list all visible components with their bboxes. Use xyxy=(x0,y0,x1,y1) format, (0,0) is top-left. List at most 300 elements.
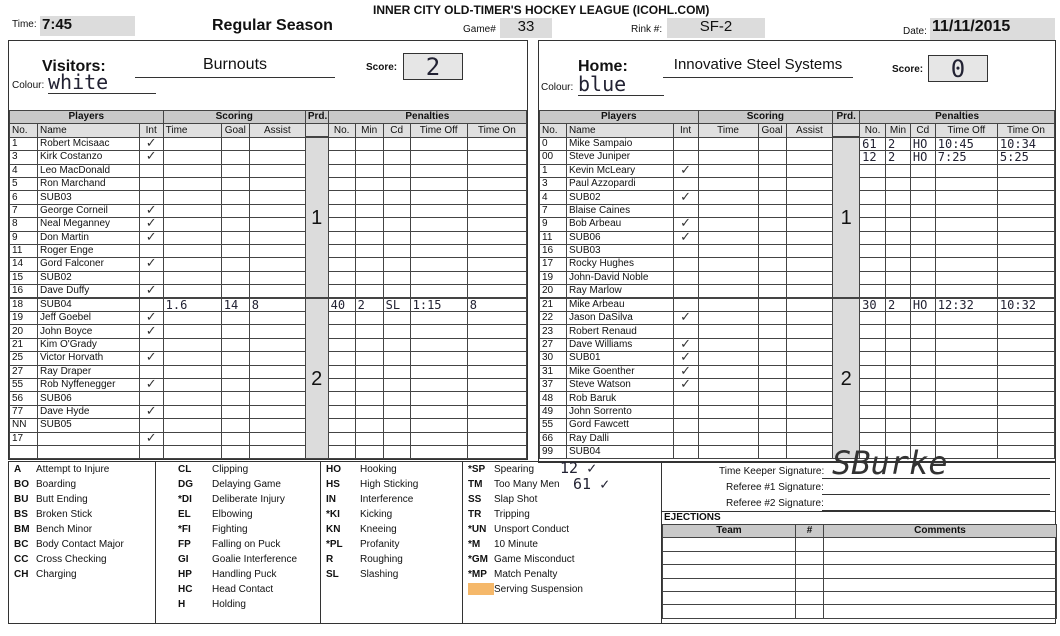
penalty-no[interactable] xyxy=(860,392,886,405)
penalty-off[interactable] xyxy=(410,177,467,190)
rink-value[interactable]: SF-2 xyxy=(667,18,765,38)
scoring-assist[interactable] xyxy=(786,285,833,299)
scoring-assist[interactable] xyxy=(786,419,833,432)
penalty-off[interactable] xyxy=(410,137,467,150)
penalty-min[interactable] xyxy=(886,271,911,284)
penalty-on[interactable] xyxy=(997,445,1054,458)
player-int-check[interactable] xyxy=(673,204,698,217)
penalty-off[interactable] xyxy=(410,338,467,351)
player-name[interactable]: SUB05 xyxy=(38,419,140,432)
penalty-on[interactable] xyxy=(997,204,1054,217)
player-number[interactable]: 18 xyxy=(10,298,38,312)
scoring-time[interactable] xyxy=(698,218,758,231)
penalty-no[interactable] xyxy=(860,325,886,338)
scoring-goal[interactable] xyxy=(758,392,786,405)
player-int-check[interactable]: ✓ xyxy=(139,231,163,244)
player-int-check[interactable]: ✓ xyxy=(139,405,163,418)
scoring-goal[interactable] xyxy=(758,405,786,418)
player-number[interactable]: 9 xyxy=(10,231,38,244)
player-number[interactable]: 11 xyxy=(540,231,567,244)
penalty-cd[interactable]: HO xyxy=(910,151,935,164)
penalty-cd[interactable] xyxy=(383,244,410,257)
penalty-cd[interactable] xyxy=(383,137,410,150)
penalty-cd[interactable] xyxy=(383,231,410,244)
player-name[interactable]: Dave Hyde xyxy=(38,405,140,418)
penalty-cd[interactable] xyxy=(910,312,935,325)
game-value[interactable]: 33 xyxy=(500,18,552,38)
scoring-assist[interactable] xyxy=(786,244,833,257)
player-number[interactable]: 17 xyxy=(10,432,38,445)
penalty-off[interactable] xyxy=(410,352,467,365)
penalty-no[interactable]: 12 xyxy=(860,151,886,164)
player-number[interactable]: 1 xyxy=(10,137,38,150)
ejection-comment[interactable] xyxy=(824,591,1057,604)
date-value[interactable]: 11/11/2015 xyxy=(930,18,1055,40)
player-name[interactable]: Rob Baruk xyxy=(566,392,673,405)
penalty-on[interactable] xyxy=(997,218,1054,231)
player-name[interactable]: Rocky Hughes xyxy=(566,258,673,271)
penalty-cd[interactable] xyxy=(383,258,410,271)
scoring-time[interactable] xyxy=(698,231,758,244)
penalty-no[interactable] xyxy=(860,231,886,244)
penalty-min[interactable] xyxy=(886,164,911,177)
penalty-no[interactable] xyxy=(328,365,355,378)
penalty-on[interactable] xyxy=(467,244,526,257)
scoring-goal[interactable] xyxy=(758,244,786,257)
visitors-team[interactable]: Burnouts xyxy=(135,56,335,78)
penalty-no[interactable] xyxy=(328,177,355,190)
penalty-min[interactable] xyxy=(355,258,383,271)
scoring-time[interactable] xyxy=(698,151,758,164)
scoring-goal[interactable] xyxy=(758,204,786,217)
penalty-off[interactable] xyxy=(935,258,997,271)
player-number[interactable]: 00 xyxy=(540,151,567,164)
penalty-cd[interactable] xyxy=(910,244,935,257)
player-name[interactable]: Kirk Costanzo xyxy=(38,151,140,164)
scoring-time[interactable] xyxy=(163,164,221,177)
scoring-assist[interactable] xyxy=(786,164,833,177)
penalty-min[interactable]: 2 xyxy=(886,151,911,164)
penalty-min[interactable] xyxy=(886,218,911,231)
player-name[interactable]: SUB04 xyxy=(566,445,673,458)
scoring-assist[interactable] xyxy=(786,191,833,204)
penalty-off[interactable] xyxy=(410,445,467,458)
penalty-min[interactable] xyxy=(886,392,911,405)
penalty-on[interactable] xyxy=(997,285,1054,299)
penalty-off[interactable] xyxy=(410,231,467,244)
scoring-assist[interactable] xyxy=(786,271,833,284)
scoring-assist[interactable] xyxy=(786,432,833,445)
player-int-check[interactable] xyxy=(673,298,698,312)
penalty-cd[interactable] xyxy=(383,312,410,325)
ejection-team[interactable] xyxy=(663,551,796,564)
player-int-check[interactable]: ✓ xyxy=(673,338,698,351)
penalty-no[interactable] xyxy=(860,419,886,432)
penalty-on[interactable] xyxy=(997,392,1054,405)
scoring-assist[interactable] xyxy=(249,285,305,299)
penalty-cd[interactable] xyxy=(910,191,935,204)
player-int-check[interactable] xyxy=(673,151,698,164)
player-name[interactable]: John Sorrento xyxy=(566,405,673,418)
penalty-cd[interactable] xyxy=(910,177,935,190)
player-number[interactable]: 17 xyxy=(540,258,567,271)
scoring-assist[interactable] xyxy=(249,365,305,378)
player-int-check[interactable]: ✓ xyxy=(139,218,163,231)
player-name[interactable]: Kim O'Grady xyxy=(38,338,140,351)
scoring-goal[interactable] xyxy=(221,204,249,217)
scoring-assist[interactable] xyxy=(786,445,833,458)
player-name[interactable]: Leo MacDonald xyxy=(38,164,140,177)
scoring-time[interactable] xyxy=(698,137,758,150)
player-name[interactable]: Robert Mcisaac xyxy=(38,137,140,150)
penalty-no[interactable] xyxy=(328,312,355,325)
player-number[interactable]: 19 xyxy=(540,271,567,284)
scoring-time[interactable] xyxy=(163,218,221,231)
scoring-assist[interactable] xyxy=(786,298,833,312)
scoring-goal[interactable] xyxy=(221,177,249,190)
scoring-goal[interactable] xyxy=(758,151,786,164)
penalty-off[interactable] xyxy=(935,204,997,217)
scoring-goal[interactable] xyxy=(758,379,786,392)
scoring-assist[interactable] xyxy=(786,392,833,405)
penalty-on[interactable]: 5:25 xyxy=(997,151,1054,164)
player-number[interactable]: 22 xyxy=(540,312,567,325)
penalty-on[interactable] xyxy=(997,365,1054,378)
player-name[interactable]: Steve Watson xyxy=(566,379,673,392)
player-number[interactable]: 3 xyxy=(540,177,567,190)
scoring-time[interactable] xyxy=(163,405,221,418)
penalty-no[interactable] xyxy=(860,258,886,271)
scoring-goal[interactable] xyxy=(221,379,249,392)
scoring-goal[interactable] xyxy=(758,285,786,299)
penalty-on[interactable] xyxy=(997,312,1054,325)
penalty-off[interactable] xyxy=(410,204,467,217)
ejection-number[interactable] xyxy=(796,538,824,551)
scoring-assist[interactable] xyxy=(249,204,305,217)
penalty-no[interactable] xyxy=(328,218,355,231)
scoring-goal[interactable] xyxy=(221,445,249,458)
penalty-cd[interactable] xyxy=(383,285,410,299)
ejection-comment[interactable] xyxy=(824,551,1057,564)
player-name[interactable]: Gord Fawcett xyxy=(566,419,673,432)
penalty-off[interactable] xyxy=(935,271,997,284)
ejection-comment[interactable] xyxy=(824,578,1057,591)
scoring-goal[interactable] xyxy=(221,258,249,271)
penalty-min[interactable]: 2 xyxy=(355,298,383,312)
ejection-team[interactable] xyxy=(663,578,796,591)
penalty-no[interactable] xyxy=(328,271,355,284)
penalty-off[interactable] xyxy=(410,191,467,204)
penalty-min[interactable] xyxy=(886,338,911,351)
player-name[interactable]: SUB03 xyxy=(38,191,140,204)
penalty-cd[interactable] xyxy=(383,379,410,392)
player-number[interactable]: 49 xyxy=(540,405,567,418)
penalty-cd[interactable] xyxy=(910,285,935,299)
scoring-assist[interactable] xyxy=(786,177,833,190)
scoring-assist[interactable] xyxy=(786,379,833,392)
player-number[interactable]: 15 xyxy=(10,271,38,284)
penalty-min[interactable]: 2 xyxy=(886,298,911,312)
player-name[interactable]: Mike Arbeau xyxy=(566,298,673,312)
player-number[interactable]: 37 xyxy=(540,379,567,392)
scoring-time[interactable] xyxy=(163,312,221,325)
scoring-time[interactable] xyxy=(698,271,758,284)
scoring-assist[interactable] xyxy=(249,218,305,231)
scoring-time[interactable] xyxy=(698,379,758,392)
penalty-no[interactable] xyxy=(328,231,355,244)
player-number[interactable]: 8 xyxy=(10,218,38,231)
scoring-goal[interactable] xyxy=(758,218,786,231)
penalty-min[interactable] xyxy=(355,191,383,204)
scoring-goal[interactable] xyxy=(221,191,249,204)
player-name[interactable]: Bob Arbeau xyxy=(566,218,673,231)
player-number[interactable] xyxy=(10,445,38,458)
player-int-check[interactable]: ✓ xyxy=(139,204,163,217)
scoring-assist[interactable] xyxy=(786,352,833,365)
scoring-time[interactable] xyxy=(163,432,221,445)
scoring-goal[interactable] xyxy=(221,218,249,231)
penalty-on[interactable] xyxy=(997,419,1054,432)
player-int-check[interactable]: ✓ xyxy=(673,231,698,244)
penalty-off[interactable] xyxy=(410,405,467,418)
penalty-min[interactable] xyxy=(886,352,911,365)
visitors-score[interactable]: 2 xyxy=(403,53,463,80)
scoring-assist[interactable] xyxy=(249,379,305,392)
scoring-time[interactable] xyxy=(698,298,758,312)
scoring-goal[interactable] xyxy=(221,419,249,432)
scoring-assist[interactable] xyxy=(249,244,305,257)
penalty-on[interactable] xyxy=(467,405,526,418)
player-number[interactable]: 16 xyxy=(10,285,38,299)
scoring-goal[interactable] xyxy=(221,244,249,257)
penalty-on[interactable] xyxy=(997,164,1054,177)
penalty-cd[interactable] xyxy=(383,271,410,284)
player-int-check[interactable] xyxy=(673,432,698,445)
penalty-min[interactable] xyxy=(886,204,911,217)
player-int-check[interactable] xyxy=(139,177,163,190)
penalty-off[interactable] xyxy=(410,432,467,445)
penalty-off[interactable] xyxy=(935,325,997,338)
penalty-no[interactable]: 61 xyxy=(860,137,886,150)
player-number[interactable]: 21 xyxy=(10,338,38,351)
scoring-time[interactable] xyxy=(698,432,758,445)
player-name[interactable]: Blaise Caines xyxy=(566,204,673,217)
penalty-on[interactable] xyxy=(997,231,1054,244)
player-number[interactable]: 23 xyxy=(540,325,567,338)
penalty-off[interactable] xyxy=(935,405,997,418)
scoring-goal[interactable] xyxy=(758,445,786,458)
penalty-cd[interactable] xyxy=(383,177,410,190)
scoring-time[interactable] xyxy=(698,419,758,432)
player-number[interactable]: 21 xyxy=(540,298,567,312)
penalty-min[interactable] xyxy=(355,177,383,190)
penalty-min[interactable] xyxy=(355,352,383,365)
penalty-off[interactable] xyxy=(935,191,997,204)
scoring-time[interactable] xyxy=(163,379,221,392)
scoring-time[interactable] xyxy=(163,151,221,164)
penalty-off[interactable] xyxy=(410,151,467,164)
scoring-goal[interactable] xyxy=(221,285,249,299)
player-number[interactable]: 48 xyxy=(540,392,567,405)
player-number[interactable]: 0 xyxy=(540,137,567,150)
player-number[interactable]: 66 xyxy=(540,432,567,445)
penalty-on[interactable] xyxy=(997,352,1054,365)
player-name[interactable]: SUB02 xyxy=(566,191,673,204)
player-name[interactable]: Ray Dalli xyxy=(566,432,673,445)
player-number[interactable]: 55 xyxy=(540,419,567,432)
penalty-cd[interactable] xyxy=(383,365,410,378)
penalty-min[interactable] xyxy=(355,445,383,458)
penalty-off[interactable] xyxy=(410,392,467,405)
player-int-check[interactable]: ✓ xyxy=(673,352,698,365)
scoring-goal[interactable] xyxy=(221,432,249,445)
player-int-check[interactable] xyxy=(139,298,163,312)
scoring-assist[interactable] xyxy=(249,191,305,204)
penalty-on[interactable] xyxy=(467,258,526,271)
scoring-goal[interactable] xyxy=(758,432,786,445)
penalty-cd[interactable] xyxy=(910,405,935,418)
player-int-check[interactable] xyxy=(139,271,163,284)
player-number[interactable]: 30 xyxy=(540,352,567,365)
player-name[interactable]: Ray Draper xyxy=(38,365,140,378)
penalty-on[interactable] xyxy=(467,352,526,365)
player-name[interactable]: Robert Renaud xyxy=(566,325,673,338)
player-number[interactable]: 20 xyxy=(540,285,567,299)
scoring-goal[interactable] xyxy=(758,298,786,312)
penalty-off[interactable]: 1:15 xyxy=(410,298,467,312)
scoring-goal[interactable] xyxy=(221,164,249,177)
player-int-check[interactable]: ✓ xyxy=(139,285,163,299)
penalty-min[interactable] xyxy=(355,204,383,217)
player-name[interactable] xyxy=(38,445,140,458)
player-number[interactable]: 7 xyxy=(10,204,38,217)
home-score[interactable]: 0 xyxy=(928,55,988,82)
ejection-comment[interactable] xyxy=(824,605,1057,618)
scoring-goal[interactable] xyxy=(758,137,786,150)
penalty-off[interactable] xyxy=(935,338,997,351)
player-name[interactable]: SUB06 xyxy=(566,231,673,244)
player-name[interactable]: Mike Sampaio xyxy=(566,137,673,150)
player-name[interactable]: Kevin McLeary xyxy=(566,164,673,177)
scoring-goal[interactable] xyxy=(758,352,786,365)
scoring-assist[interactable] xyxy=(249,352,305,365)
player-int-check[interactable]: ✓ xyxy=(139,432,163,445)
penalty-cd[interactable]: HO xyxy=(910,298,935,312)
scoring-time[interactable] xyxy=(163,191,221,204)
penalty-min[interactable] xyxy=(886,405,911,418)
penalty-min[interactable] xyxy=(355,365,383,378)
player-name[interactable]: Roger Enge xyxy=(38,244,140,257)
player-name[interactable]: Ray Marlow xyxy=(566,285,673,299)
penalty-no[interactable]: 30 xyxy=(860,298,886,312)
player-int-check[interactable] xyxy=(139,419,163,432)
scoring-assist[interactable] xyxy=(249,298,305,312)
penalty-on[interactable] xyxy=(467,312,526,325)
penalty-on[interactable]: 10:34 xyxy=(997,137,1054,150)
penalty-on[interactable] xyxy=(997,191,1054,204)
penalty-no[interactable] xyxy=(328,258,355,271)
penalty-cd[interactable] xyxy=(910,164,935,177)
scoring-time[interactable] xyxy=(163,419,221,432)
ejection-number[interactable] xyxy=(796,565,824,578)
penalty-min[interactable] xyxy=(355,312,383,325)
penalty-on[interactable] xyxy=(997,325,1054,338)
scoring-time[interactable]: 1.6 xyxy=(163,298,221,312)
scoring-assist[interactable] xyxy=(786,151,833,164)
penalty-on[interactable] xyxy=(467,177,526,190)
player-number[interactable]: 5 xyxy=(10,177,38,190)
penalty-no[interactable] xyxy=(860,271,886,284)
player-int-check[interactable] xyxy=(673,325,698,338)
scoring-time[interactable] xyxy=(698,338,758,351)
penalty-off[interactable]: 10:45 xyxy=(935,137,997,150)
player-name[interactable]: Victor Horvath xyxy=(38,352,140,365)
player-name[interactable]: Dave Williams xyxy=(566,338,673,351)
player-number[interactable]: 14 xyxy=(10,258,38,271)
player-name[interactable]: Neal Meganney xyxy=(38,218,140,231)
penalty-min[interactable] xyxy=(355,419,383,432)
scoring-assist[interactable] xyxy=(249,231,305,244)
penalty-no[interactable] xyxy=(328,191,355,204)
scoring-goal[interactable] xyxy=(758,164,786,177)
penalty-cd[interactable] xyxy=(910,338,935,351)
penalty-off[interactable] xyxy=(410,419,467,432)
penalty-off[interactable] xyxy=(935,164,997,177)
penalty-cd[interactable] xyxy=(383,352,410,365)
penalty-min[interactable] xyxy=(886,285,911,299)
scoring-time[interactable] xyxy=(163,177,221,190)
penalty-no[interactable] xyxy=(860,177,886,190)
penalty-on[interactable] xyxy=(467,338,526,351)
scoring-time[interactable] xyxy=(163,392,221,405)
player-int-check[interactable] xyxy=(139,392,163,405)
penalty-no[interactable] xyxy=(328,392,355,405)
penalty-cd[interactable] xyxy=(910,258,935,271)
scoring-time[interactable] xyxy=(163,137,221,150)
scoring-time[interactable] xyxy=(698,164,758,177)
scoring-assist[interactable] xyxy=(249,271,305,284)
player-name[interactable]: Gord Falconer xyxy=(38,258,140,271)
scoring-goal[interactable] xyxy=(221,325,249,338)
scoring-assist[interactable] xyxy=(786,258,833,271)
penalty-no[interactable] xyxy=(860,338,886,351)
player-int-check[interactable] xyxy=(139,244,163,257)
penalty-no[interactable] xyxy=(328,244,355,257)
player-number[interactable]: 4 xyxy=(10,164,38,177)
player-int-check[interactable]: ✓ xyxy=(673,191,698,204)
player-number[interactable]: 9 xyxy=(540,218,567,231)
player-int-check[interactable]: ✓ xyxy=(139,379,163,392)
penalty-no[interactable] xyxy=(860,352,886,365)
penalty-no[interactable] xyxy=(328,445,355,458)
player-number[interactable]: 16 xyxy=(540,244,567,257)
player-name[interactable]: George Corneil xyxy=(38,204,140,217)
player-int-check[interactable]: ✓ xyxy=(139,137,163,150)
penalty-off[interactable] xyxy=(410,258,467,271)
penalty-cd[interactable] xyxy=(910,271,935,284)
penalty-off[interactable] xyxy=(410,325,467,338)
penalty-on[interactable] xyxy=(467,151,526,164)
penalty-min[interactable] xyxy=(886,325,911,338)
player-int-check[interactable] xyxy=(673,392,698,405)
penalty-off[interactable] xyxy=(410,244,467,257)
penalty-off[interactable] xyxy=(935,231,997,244)
penalty-min[interactable] xyxy=(355,432,383,445)
scoring-assist[interactable] xyxy=(249,338,305,351)
scoring-time[interactable] xyxy=(163,445,221,458)
penalty-on[interactable] xyxy=(997,177,1054,190)
penalty-on[interactable] xyxy=(467,285,526,299)
